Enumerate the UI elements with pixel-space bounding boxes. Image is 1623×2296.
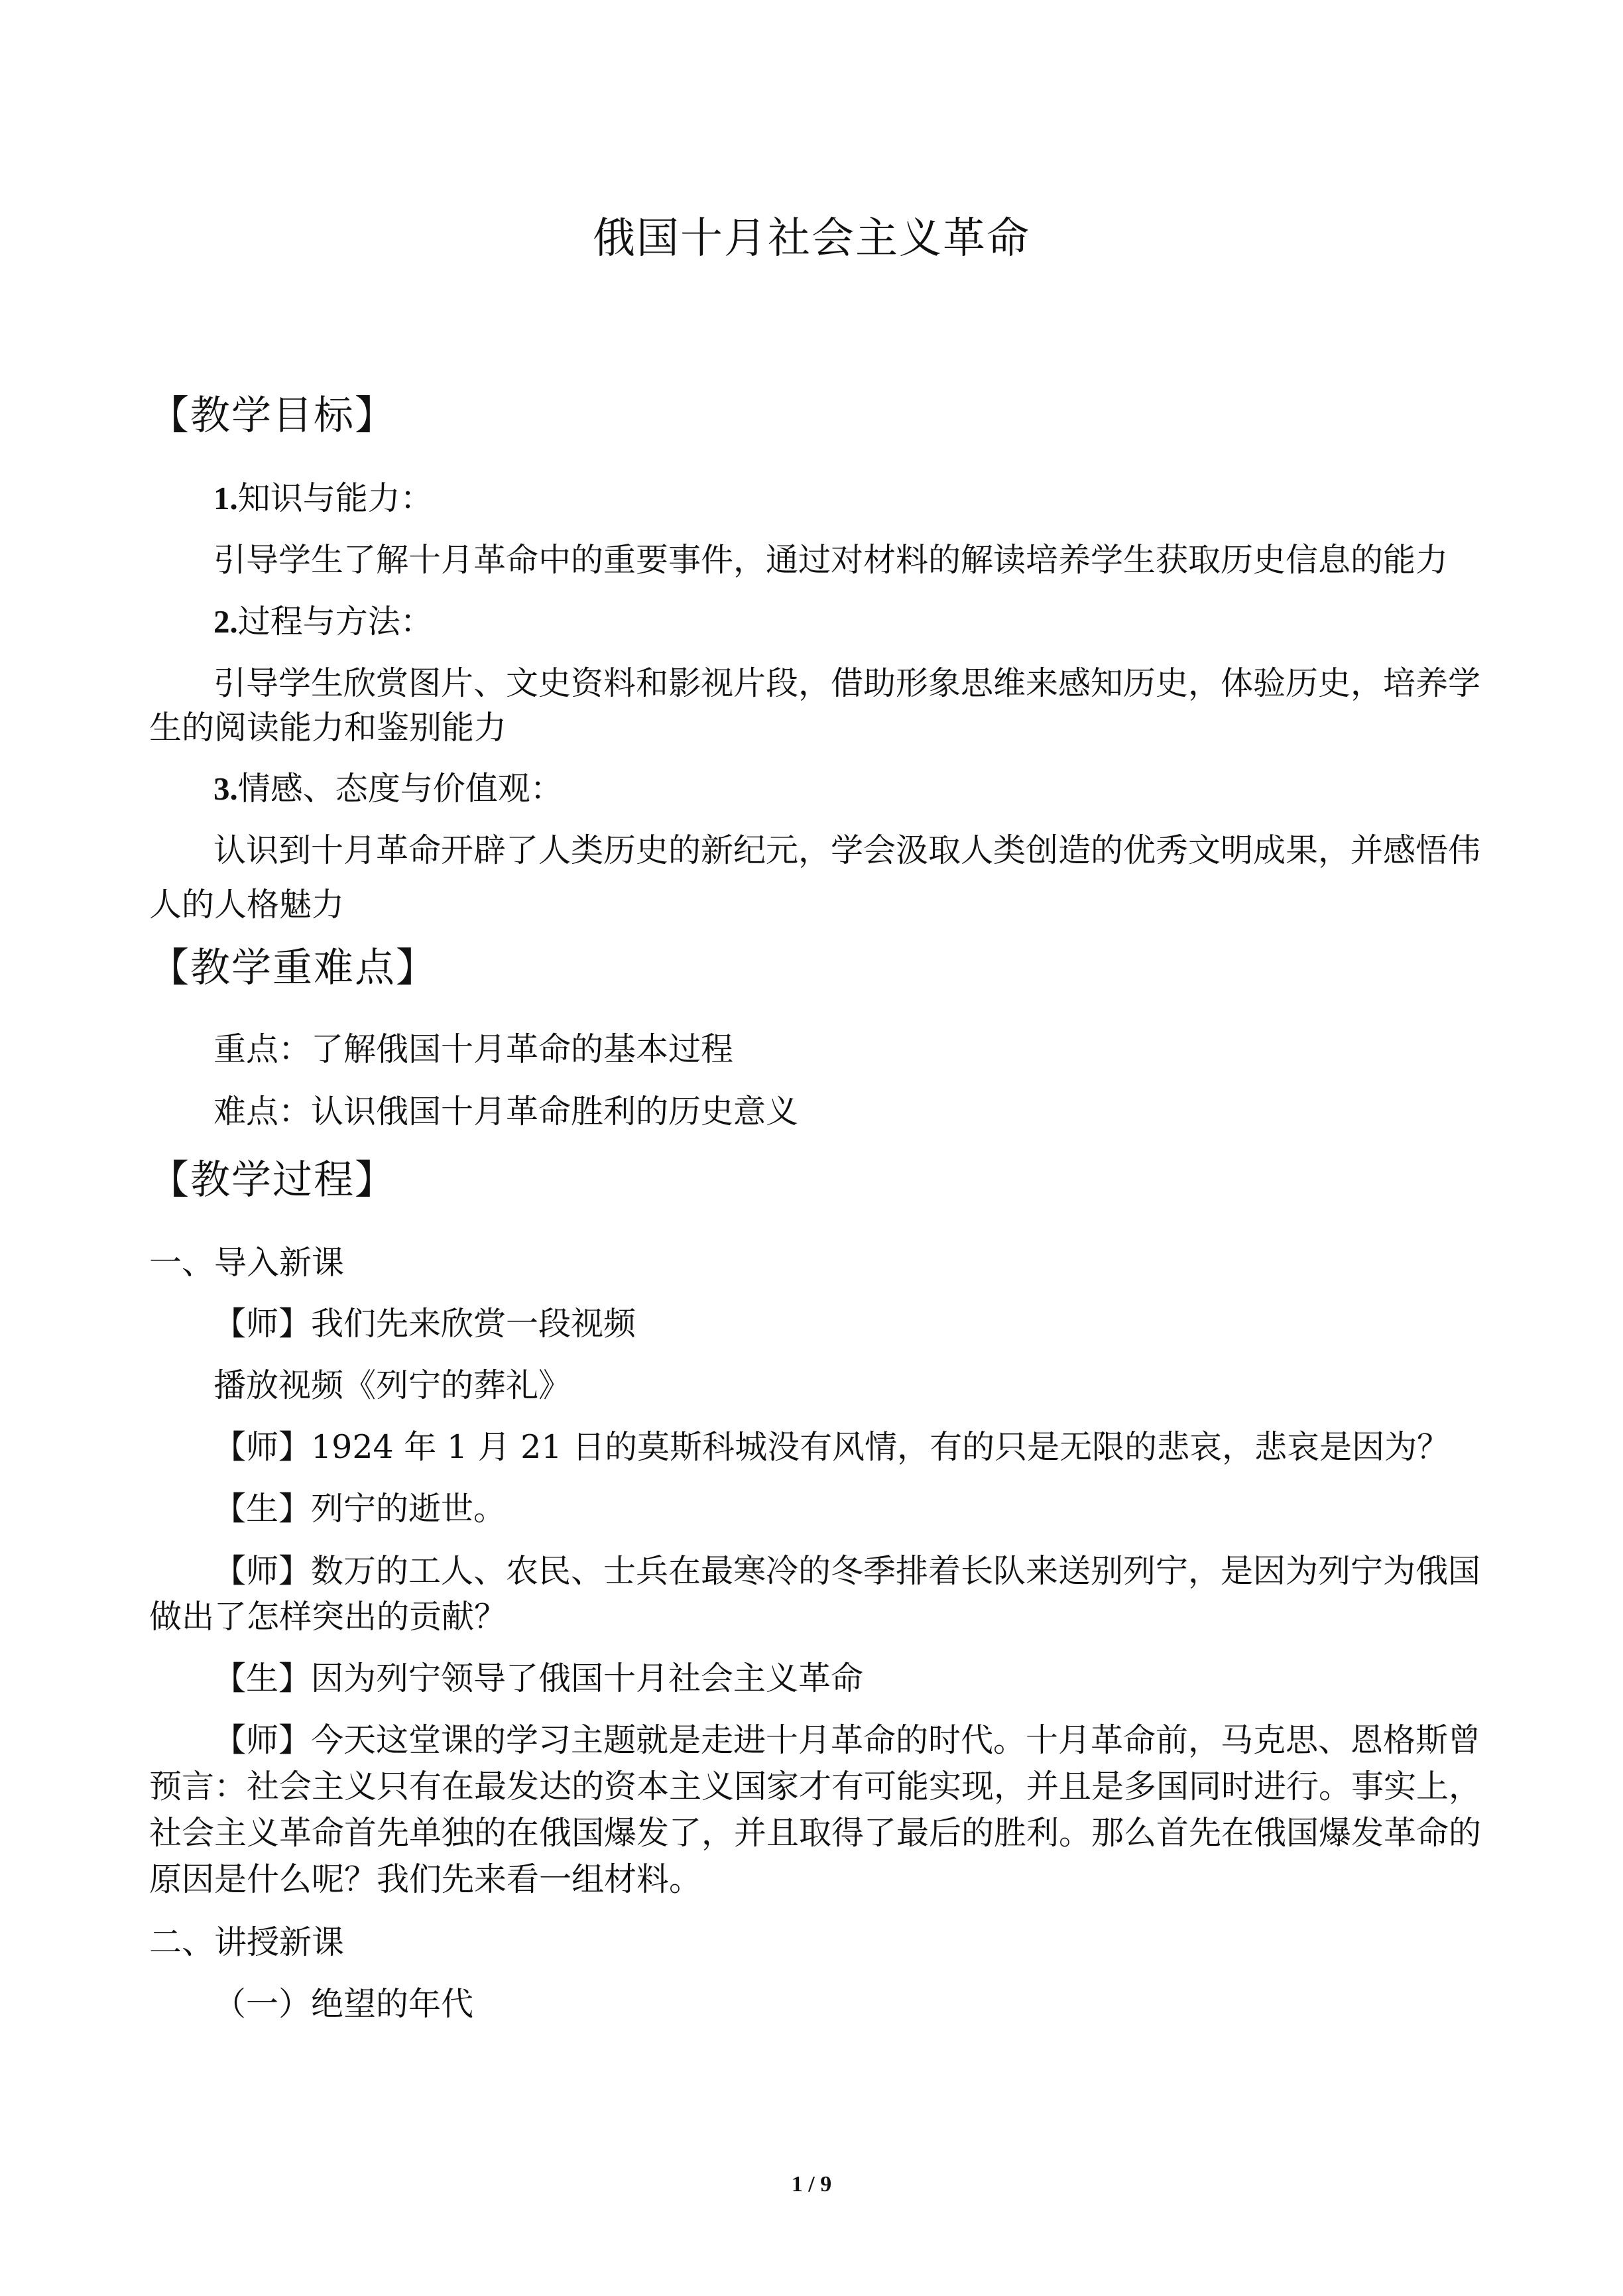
part-1-title: 一、导入新课 [149,1244,345,1282]
objectives-heading: 【教学目标】 [149,393,396,439]
difficult-point: 难点：认识俄国十月革命胜利的历史意义 [213,1093,799,1130]
objective-1-label: 知识与能力： [237,479,433,517]
objective-3-title [213,766,563,812]
dialogue-line: 【生】列宁的逝世。 [213,1490,507,1528]
dialogue-line-continued: 做出了怎样突出的贡献？ [149,1598,507,1636]
objective-2-text-line2: 生的阅读能力和鉴别能力 [149,709,507,747]
part-2-title: 二、讲授新课 [149,1923,345,1961]
subsection-1-title: （一）绝望的年代 [213,1985,474,2023]
objective-3-number: 3. [213,770,238,807]
objective-2-label: 过程与方法： [237,603,433,640]
objective-2-title [213,599,433,645]
objective-3-text-line2: 人的人格魅力 [149,886,345,924]
dialogue-line: 【师】数万的工人、农民、士兵在最寒冷的冬季排着长队来送别列宁，是因为列宁为俄国 [213,1552,1481,1590]
dialogue-line-continued: 预言：社会主义只有在最发达的资本主义国家才有可能实现，并且是多国同时进行。事实上， [149,1768,1482,1805]
page-title: 俄国十月社会主义革命 [593,214,1030,263]
process-heading: 【教学过程】 [149,1157,396,1203]
dialogue-line-continued: 原因是什么呢？我们先来看一组材料。 [149,1860,702,1898]
dialogue-line: 【生】因为列宁领导了俄国十月社会主义革命 [213,1660,864,1697]
objective-3-label: 情感、态度与价值观： [237,770,563,808]
objective-1-text: 引导学生了解十月革命中的重要事件，通过对材料的解读培养学生获取历史信息的能力 [213,541,1449,579]
dialogue-line: 【师】今天这堂课的学习主题就是走进十月革命的时代。十月革命前，马克思、恩格斯曾 [213,1721,1481,1759]
dialogue-line: 播放视频《列宁的葬礼》 [213,1366,571,1404]
key-point: 重点：了解俄国十月革命的基本过程 [213,1030,734,1068]
objective-1-number: 1. [213,480,238,516]
dialogue-line: 【师】1924 年 1 月 21 日的莫斯科城没有风情，有的只是无限的悲哀，悲哀是因为？ [213,1428,1450,1466]
objective-2-text-line1: 引导学生欣赏图片、文史资料和影视片段，借助形象思维来感知历史，体验历史，培养学 [213,664,1481,702]
dialogue-line: 【师】我们先来欣赏一段视频 [213,1305,636,1343]
dialogue-line-continued: 社会主义革命首先单独的在俄国爆发了，并且取得了最后的胜利。那么首先在俄国爆发革命的 [149,1814,1482,1852]
objective-1-title [213,475,433,522]
objective-2-number: 2. [213,603,238,640]
page-number: 1 / 9 [791,2172,832,2197]
key-points-heading: 【教学重难点】 [149,945,437,991]
objective-3-text-line1: 认识到十月革命开辟了人类历史的新纪元，学会汲取人类创造的优秀文明成果，并感悟伟 [213,831,1481,869]
